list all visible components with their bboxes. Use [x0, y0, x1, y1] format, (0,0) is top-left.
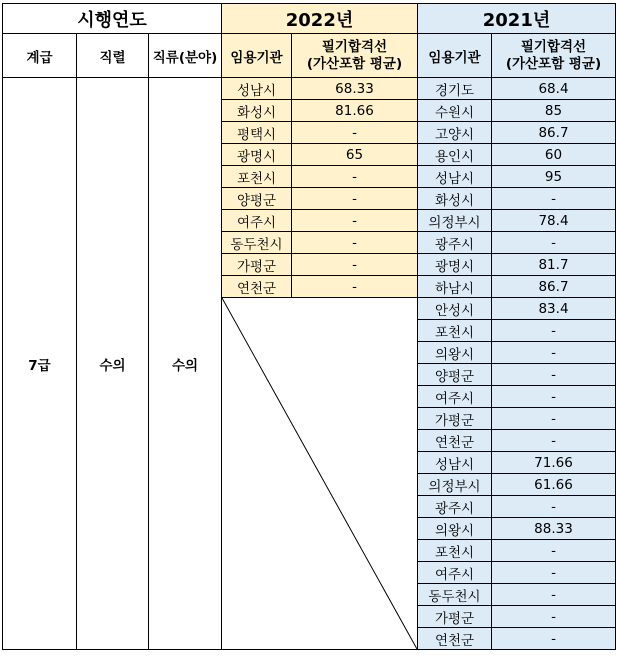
agency-2021-cell: 고양시: [418, 122, 492, 144]
agency-2021-header: 임용기관: [418, 34, 492, 78]
agency-2021-cell: 안성시: [418, 298, 492, 320]
agency-2021-cell: 여주시: [418, 386, 492, 408]
year-header-row: [3, 4, 616, 34]
grade-cell: 7급: [3, 78, 77, 650]
year-2021-header: 2021년: [418, 4, 616, 34]
cutoff-2021-cell: 86.7: [492, 122, 616, 144]
agency-2021-cell: 의정부시: [418, 210, 492, 232]
cutoff-2021-cell: -: [492, 540, 616, 562]
cutoff-2021-cell: -: [492, 342, 616, 364]
job-class-header: 직류(분야): [149, 34, 222, 78]
agency-2022-header: 임용기관: [222, 34, 292, 78]
diagonal-line: [222, 298, 417, 649]
cutoff-2021-cell: -: [492, 584, 616, 606]
cutoff-2021-cell: -: [492, 408, 616, 430]
agency-2021-cell: 성남시: [418, 452, 492, 474]
cutoff-2021-cell: 68.4: [492, 78, 616, 100]
agency-2021-cell: 포천시: [418, 540, 492, 562]
cutoff-2021-cell: -: [492, 232, 616, 254]
cutoff-2021-header-line2: (가산포함 평균): [505, 55, 602, 72]
cutoff-2021-cell: 86.7: [492, 276, 616, 298]
job-class-cell: 수의: [149, 78, 222, 650]
cutoff-table: [2, 3, 616, 650]
cutoff-2021-cell: -: [492, 562, 616, 584]
column-header-row: [3, 34, 616, 78]
cutoff-2021-cell: 81.7: [492, 254, 616, 276]
cutoff-2021-cell: -: [492, 320, 616, 342]
cutoff-2022-cell: -: [292, 122, 418, 144]
agency-2021-cell: 광주시: [418, 232, 492, 254]
agency-2021-cell: 양평군: [418, 364, 492, 386]
agency-2021-cell: 광주시: [418, 496, 492, 518]
cutoff-2021-cell: -: [492, 188, 616, 210]
cutoff-2022-cell: -: [292, 254, 418, 276]
agency-2021-cell: 광명시: [418, 254, 492, 276]
cutoff-2021-cell: 85: [492, 100, 616, 122]
cutoff-2021-cell: -: [492, 496, 616, 518]
cutoff-2021-header-line1: 필기합격선: [520, 38, 587, 55]
agency-2021-cell: 화성시: [418, 188, 492, 210]
agency-2022-cell: 평택시: [222, 122, 292, 144]
cutoff-2022-header-line1: 필기합격선: [321, 38, 388, 55]
cutoff-2021-cell: 95: [492, 166, 616, 188]
agency-2021-cell: 의정부시: [418, 474, 492, 496]
agency-2021-cell: 의왕시: [418, 342, 492, 364]
cutoff-2021-cell: -: [492, 364, 616, 386]
cutoff-2021-cell: -: [492, 628, 616, 650]
cutoff-2021-cell: -: [492, 430, 616, 452]
cutoff-2022-cell: -: [292, 232, 418, 254]
agency-2021-cell: 연천군: [418, 430, 492, 452]
job-series-header: 직렬: [77, 34, 149, 78]
cutoff-2021-cell: 78.4: [492, 210, 616, 232]
agency-2022-cell: 포천시: [222, 166, 292, 188]
agency-2022-cell: 성남시: [222, 78, 292, 100]
agency-2021-cell: 동두천시: [418, 584, 492, 606]
agency-2022-cell: 광명시: [222, 144, 292, 166]
cutoff-2022-cell: -: [292, 210, 418, 232]
agency-2022-cell: 가평군: [222, 254, 292, 276]
agency-2021-cell: 여주시: [418, 562, 492, 584]
agency-2022-cell: 여주시: [222, 210, 292, 232]
cutoff-2022-header: [292, 34, 418, 78]
year-2022-header: 2022년: [222, 4, 418, 34]
cutoff-2021-cell: 83.4: [492, 298, 616, 320]
agency-2021-cell: 수원시: [418, 100, 492, 122]
agency-2021-cell: 가평군: [418, 606, 492, 628]
grade-header: 계급: [3, 34, 77, 78]
agency-2021-cell: 포천시: [418, 320, 492, 342]
agency-2022-cell: 동두천시: [222, 232, 292, 254]
cutoff-2022-header-line2: (가산포함 평균): [306, 55, 403, 72]
empty-2022-area: [222, 298, 418, 650]
agency-2021-cell: 의왕시: [418, 518, 492, 540]
cutoff-2022-cell: -: [292, 276, 418, 298]
cutoff-2022-cell: -: [292, 188, 418, 210]
cutoff-2022-cell: 65: [292, 144, 418, 166]
cutoff-2022-cell: -: [292, 166, 418, 188]
cutoff-2021-cell: 60: [492, 144, 616, 166]
cutoff-2022-cell: 81.66: [292, 100, 418, 122]
agency-2021-cell: 경기도: [418, 78, 492, 100]
table-row: [3, 78, 616, 100]
exam-year-header: 시행연도: [3, 4, 222, 34]
cutoff-2021-cell: 88.33: [492, 518, 616, 540]
cutoff-2021-cell: -: [492, 606, 616, 628]
cutoff-2021-cell: -: [492, 386, 616, 408]
agency-2022-cell: 연천군: [222, 276, 292, 298]
cutoff-2021-cell: 61.66: [492, 474, 616, 496]
agency-2021-cell: 용인시: [418, 144, 492, 166]
job-series-cell: 수의: [77, 78, 149, 650]
agency-2021-cell: 성남시: [418, 166, 492, 188]
cutoff-2021-cell: 71.66: [492, 452, 616, 474]
agency-2022-cell: 양평군: [222, 188, 292, 210]
agency-2021-cell: 하남시: [418, 276, 492, 298]
agency-2021-cell: 연천군: [418, 628, 492, 650]
cutoff-2022-cell: 68.33: [292, 78, 418, 100]
cutoff-2021-header: [492, 34, 616, 78]
agency-2021-cell: 가평군: [418, 408, 492, 430]
agency-2022-cell: 화성시: [222, 100, 292, 122]
